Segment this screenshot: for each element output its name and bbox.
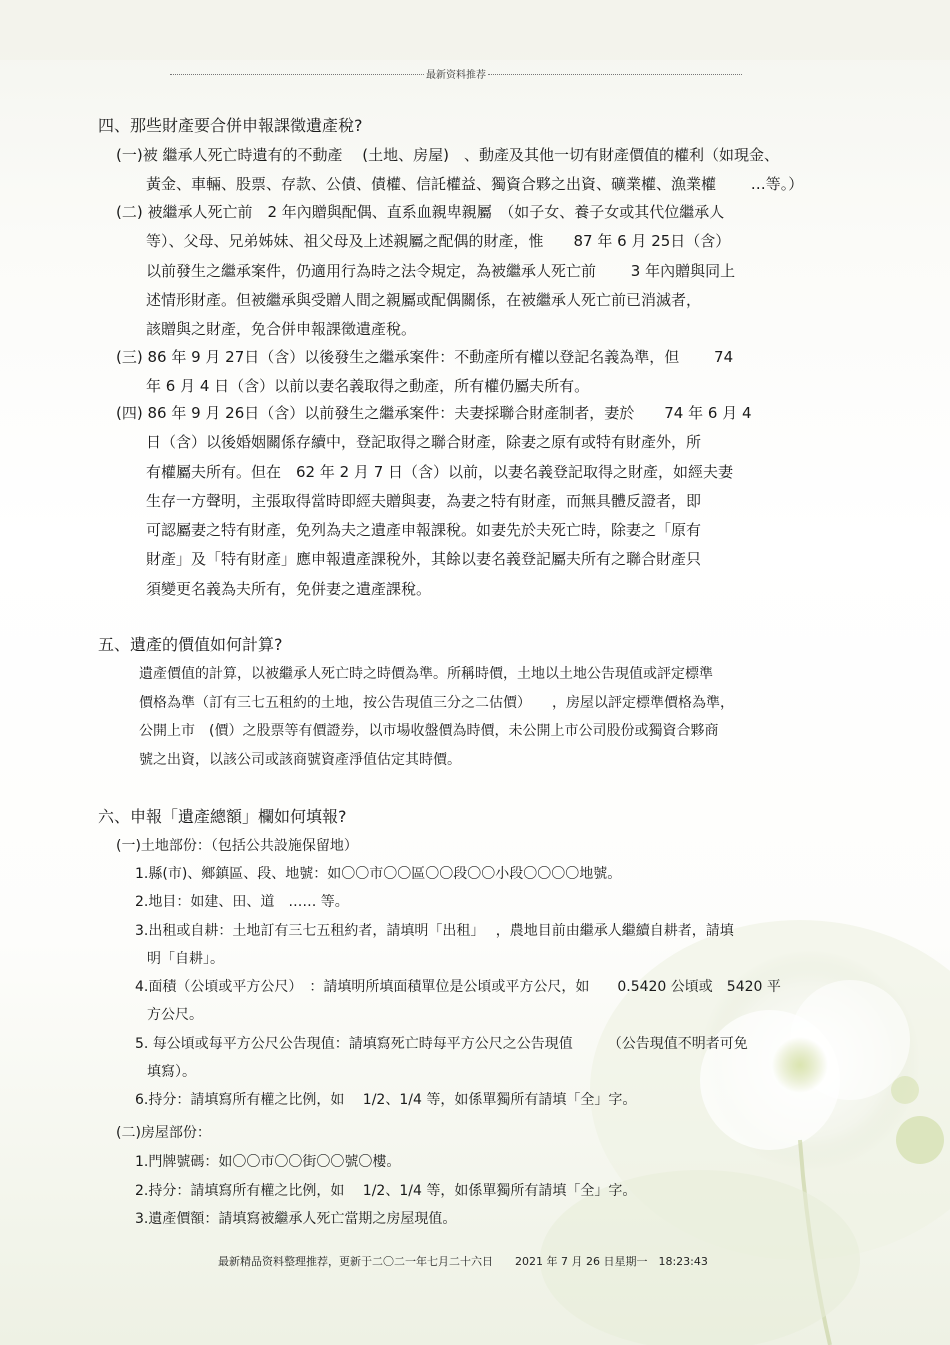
- text-line: 遺產價值的計算，以被繼承人死亡時之時價為準。所稱時價，土地以土地公告現值或評定標準: [139, 666, 713, 682]
- text-line: 有權屬夫所有。但在 62 年 2 月 7 日（含）以前，以妻名義登記取得之財產，如經夫妻: [146, 462, 734, 481]
- text-line: 日（含）以後婚姻關係存續中，登記取得之聯合財產，除妻之原有或特有財產外，所: [146, 433, 702, 452]
- text-line: (四) 86 年 9 月 26日（含）以前發生之繼承案件：夫妻採聯合財產制者，妻於 74 年 6 月 4: [116, 404, 752, 422]
- text-line: 財產」及「特有財產」應申報遺產課稅外，其餘以妻名義登記屬夫所有之聯合財產只: [146, 550, 702, 569]
- section6-land-items: [135, 860, 781, 1115]
- list-item: 2.持分：請填寫所有權之比例，如 1/2、1/4 等，如係單獨所有請填「全」字。: [135, 1182, 637, 1199]
- text-line: 以前發生之繼承案件，仍適用行為時之法令規定，為被繼承人死亡前 3 年內贈與同上: [146, 261, 736, 280]
- text-line: 須變更名義為夫所有，免併妻之遺產課稅。: [146, 579, 432, 598]
- section4-item-1: [116, 141, 803, 200]
- section4-item-2: [116, 198, 735, 344]
- section6-title: 六、申報「遺產總額」欄如何填報?: [98, 807, 347, 826]
- section4-title: 四、那些財產要合併申報課徵遺產稅?: [98, 116, 363, 135]
- list-item-continuation: 方公尺。: [147, 1007, 203, 1024]
- text-line: 等）、父母、兄弟姊妹、祖父母及上述親屬之配偶的財產，惟 87 年 6 月 25日（含）: [146, 232, 731, 251]
- text-line: 該贈與之財產，免合併申報課徵遺產稅。: [146, 320, 417, 339]
- text-line: (二) 被繼承人死亡前 2 年內贈與配偶、直系血親卑親屬 （如子女、養子女或其代位繼承人: [116, 203, 725, 221]
- list-item: 1.縣(市)、鄉鎮區、段、地號：如〇〇市〇〇區〇〇段〇〇小段〇〇〇〇地號。: [135, 866, 622, 882]
- text-line: 號之出資，以該公司或該商號資產淨值估定其時價。: [139, 752, 461, 769]
- list-item: 4.面積（公頃或平方公尺） ：請填明所填面積單位是公頃或平方公尺，如 0.5420 公頃或 5420 平: [135, 979, 781, 996]
- list-item: 2.地目：如建、田、道 …… 等。: [135, 894, 349, 911]
- list-item: 3.出租或自耕：土地訂有三七五租約者，請填明「出租」 ，農地目前由繼承人繼續自耕者，請填: [135, 922, 734, 939]
- header-text: 最新资料推荐: [426, 70, 486, 81]
- list-item: 1.門牌號碼：如〇〇市〇〇街〇〇號〇樓。: [135, 1154, 401, 1170]
- text-line: 年 6 月 4 日（含）以前以妻名義取得之動產，所有權仍屬夫所有。: [146, 377, 590, 396]
- section6-house-items: [135, 1148, 636, 1234]
- text-line: 述情形財產。但被繼承與受贈人間之親屬或配偶關係，在被繼承人死亡前已消滅者，: [146, 290, 702, 309]
- section5-body: [139, 660, 734, 775]
- section4-item-3: [116, 343, 733, 402]
- header-dots-left: [170, 74, 424, 75]
- list-item: 5. 每公頃或每平方公尺公告現值：請填寫死亡時每平方公尺之公告現值 （公告現值不明者可免: [135, 1035, 748, 1052]
- list-item-continuation: 明「自耕」。: [147, 950, 224, 967]
- text-line: (一)被 繼承人死亡時遺有的不動產 (土地、房屋) 、動產及其他一切有財產價值的權利（如現金、: [116, 146, 779, 164]
- text-line: 生存一方聲明，主張取得當時即經夫贈與妻，為妻之特有財產，而無具體反證者，即: [146, 491, 702, 510]
- section6-land-heading: (一)土地部份：（包括公共設施保留地）: [116, 838, 358, 854]
- text-line: 黃金、車輛、股票、存款、公債、債權、信託權益、獨資合夥之出資、礦業權、漁業權 …等。）: [146, 175, 804, 194]
- page-footer: 最新精品资料整理推荐，更新于二〇二一年七月二十六日 2021 年 7 月 26 日星期一 18:23:43: [218, 1255, 708, 1268]
- list-item: 3.遺產價額：請填寫被繼承人死亡當期之房屋現值。: [135, 1211, 457, 1227]
- list-item-continuation: 填寫）。: [147, 1064, 196, 1081]
- text-line: 公開上市 (價）之股票等有價證券，以市場收盤價為時價，未公開上市公司股份或獨資合夥商: [139, 723, 719, 740]
- page-header: [170, 66, 742, 81]
- section4-item-4: [116, 399, 752, 604]
- text-line: 價格為準（訂有三七五租約的土地，按公告現值三分之二估價） ，房屋以評定標準價格為準，: [139, 694, 734, 711]
- header-dots-right: [488, 74, 742, 75]
- section5-title: 五、遺產的價值如何計算?: [98, 635, 283, 654]
- list-item: 6.持分：請填寫所有權之比例，如 1/2、1/4 等，如係單獨所有請填「全」字。: [135, 1092, 637, 1109]
- text-line: 可認屬妻之特有財產，免列為夫之遺產申報課稅。如妻先於夫死亡時，除妻之「原有: [146, 521, 702, 540]
- section6-house-heading: (二)房屋部份：: [116, 1125, 211, 1141]
- text-line: (三) 86 年 9 月 27日（含）以後發生之繼承案件：不動產所有權以登記名義為準，但 74: [116, 348, 734, 366]
